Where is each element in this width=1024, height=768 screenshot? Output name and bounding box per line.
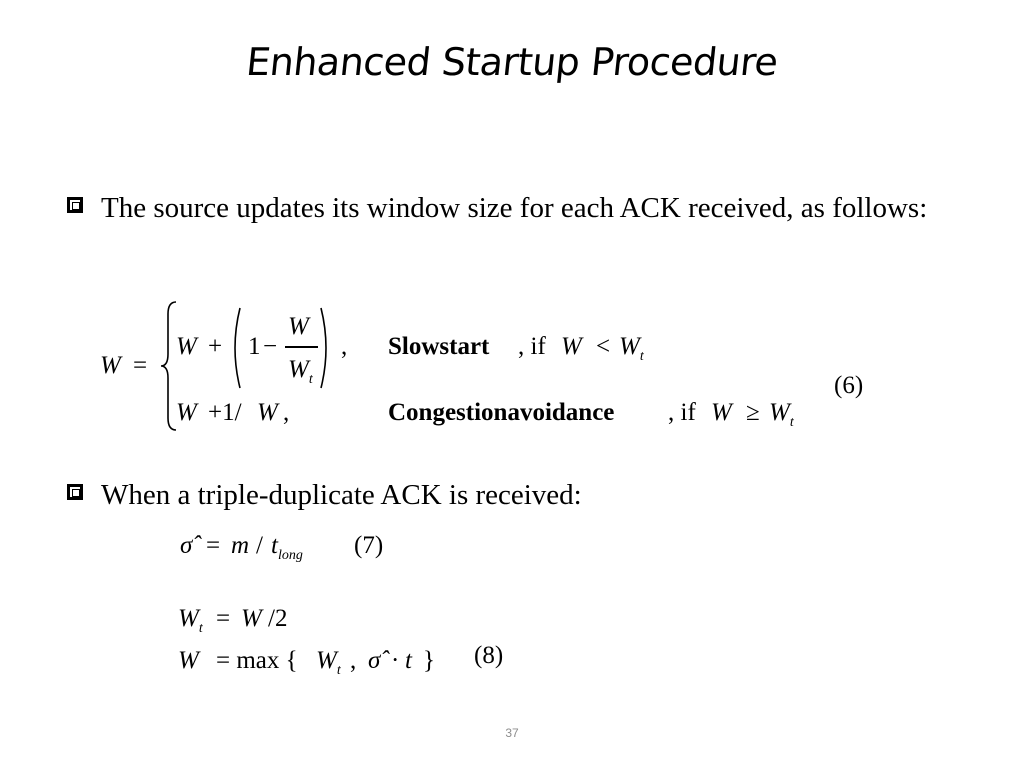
eq8b-Wt: $W_t$ [316,647,341,678]
eq6-case2-W: W [176,399,197,426]
eq6-number: (6) [834,372,864,399]
eq6-case1-Wt: $W_t$ [619,333,644,364]
eq6-case2-label: Congestionavoidance [388,399,615,426]
eq7-slash: / [256,532,263,559]
eq8b-sigma-hat: σ̂ [368,647,381,674]
eq6-case2-Wt: $W_t$ [769,399,794,430]
eq8a-Wt: $W_t$ [178,605,203,636]
eq6-equals: = [133,352,148,379]
eq8a-rest: /2 [268,605,288,632]
eq8b-equals-max: = max { [216,647,298,674]
eq6-case1-condition: , if [518,333,546,360]
eq6-case2-W-cond: W [711,399,732,426]
bullet-square-icon [67,197,83,213]
eq6-lhs: W [100,352,121,379]
slide-title: Enhanced Startup Procedure [244,40,780,84]
page-number: 37 [505,726,519,740]
eq6-case2-comma: , [283,399,290,426]
eq6-case1-minus: − [263,333,278,360]
eq7-equals: = [206,532,221,559]
eq6-case1-one: 1 [248,333,261,360]
eq8b-comma: , [350,647,357,674]
bullet-text-window-update: The source updates its window size for each ACK received, as follows: [101,192,928,224]
eq6-case2-condition: , if [668,399,696,426]
eq6-case1-plus: + [208,333,223,360]
eq6-case1-W-cond: W [561,333,582,360]
eq8b-close-brace: } [423,647,435,674]
eq6-right-paren [319,306,333,390]
eq8b-t: t [405,647,412,674]
eq7-number: (7) [354,532,384,559]
eq6-fraction-denominator: $W_t$ [288,356,313,387]
eq8-number: (8) [474,642,504,669]
eq6-fraction-numerator: W [288,313,309,340]
eq6-case1-label: Slowstart [388,333,490,360]
eq6-fraction-bar [285,346,318,348]
eq8b-dot: · [391,647,400,674]
eq6-case2-W-denominator: W [257,399,278,426]
eq6-case2-rest: +1/ [208,399,242,426]
eq6-case1-W: W [176,333,197,360]
eq8b-W: W [178,647,199,674]
eq6-case1-less-than: < [596,333,611,360]
eq7-sigma-hat: σ̂ [180,532,193,559]
bullet-text-triple-duplicate: When a triple-duplicate ACK is received: [101,479,582,511]
bullet-square-icon [67,484,83,500]
eq6-left-paren [228,306,242,390]
eq7-t-long: $t_{long}$ [271,532,303,563]
eq6-case2-geq: ≥ [746,399,760,426]
eq7-m: m [231,532,250,559]
eq6-case1-comma: , [341,333,348,360]
eq8a-equals: = [216,605,231,632]
eq8a-W: W [241,605,262,632]
